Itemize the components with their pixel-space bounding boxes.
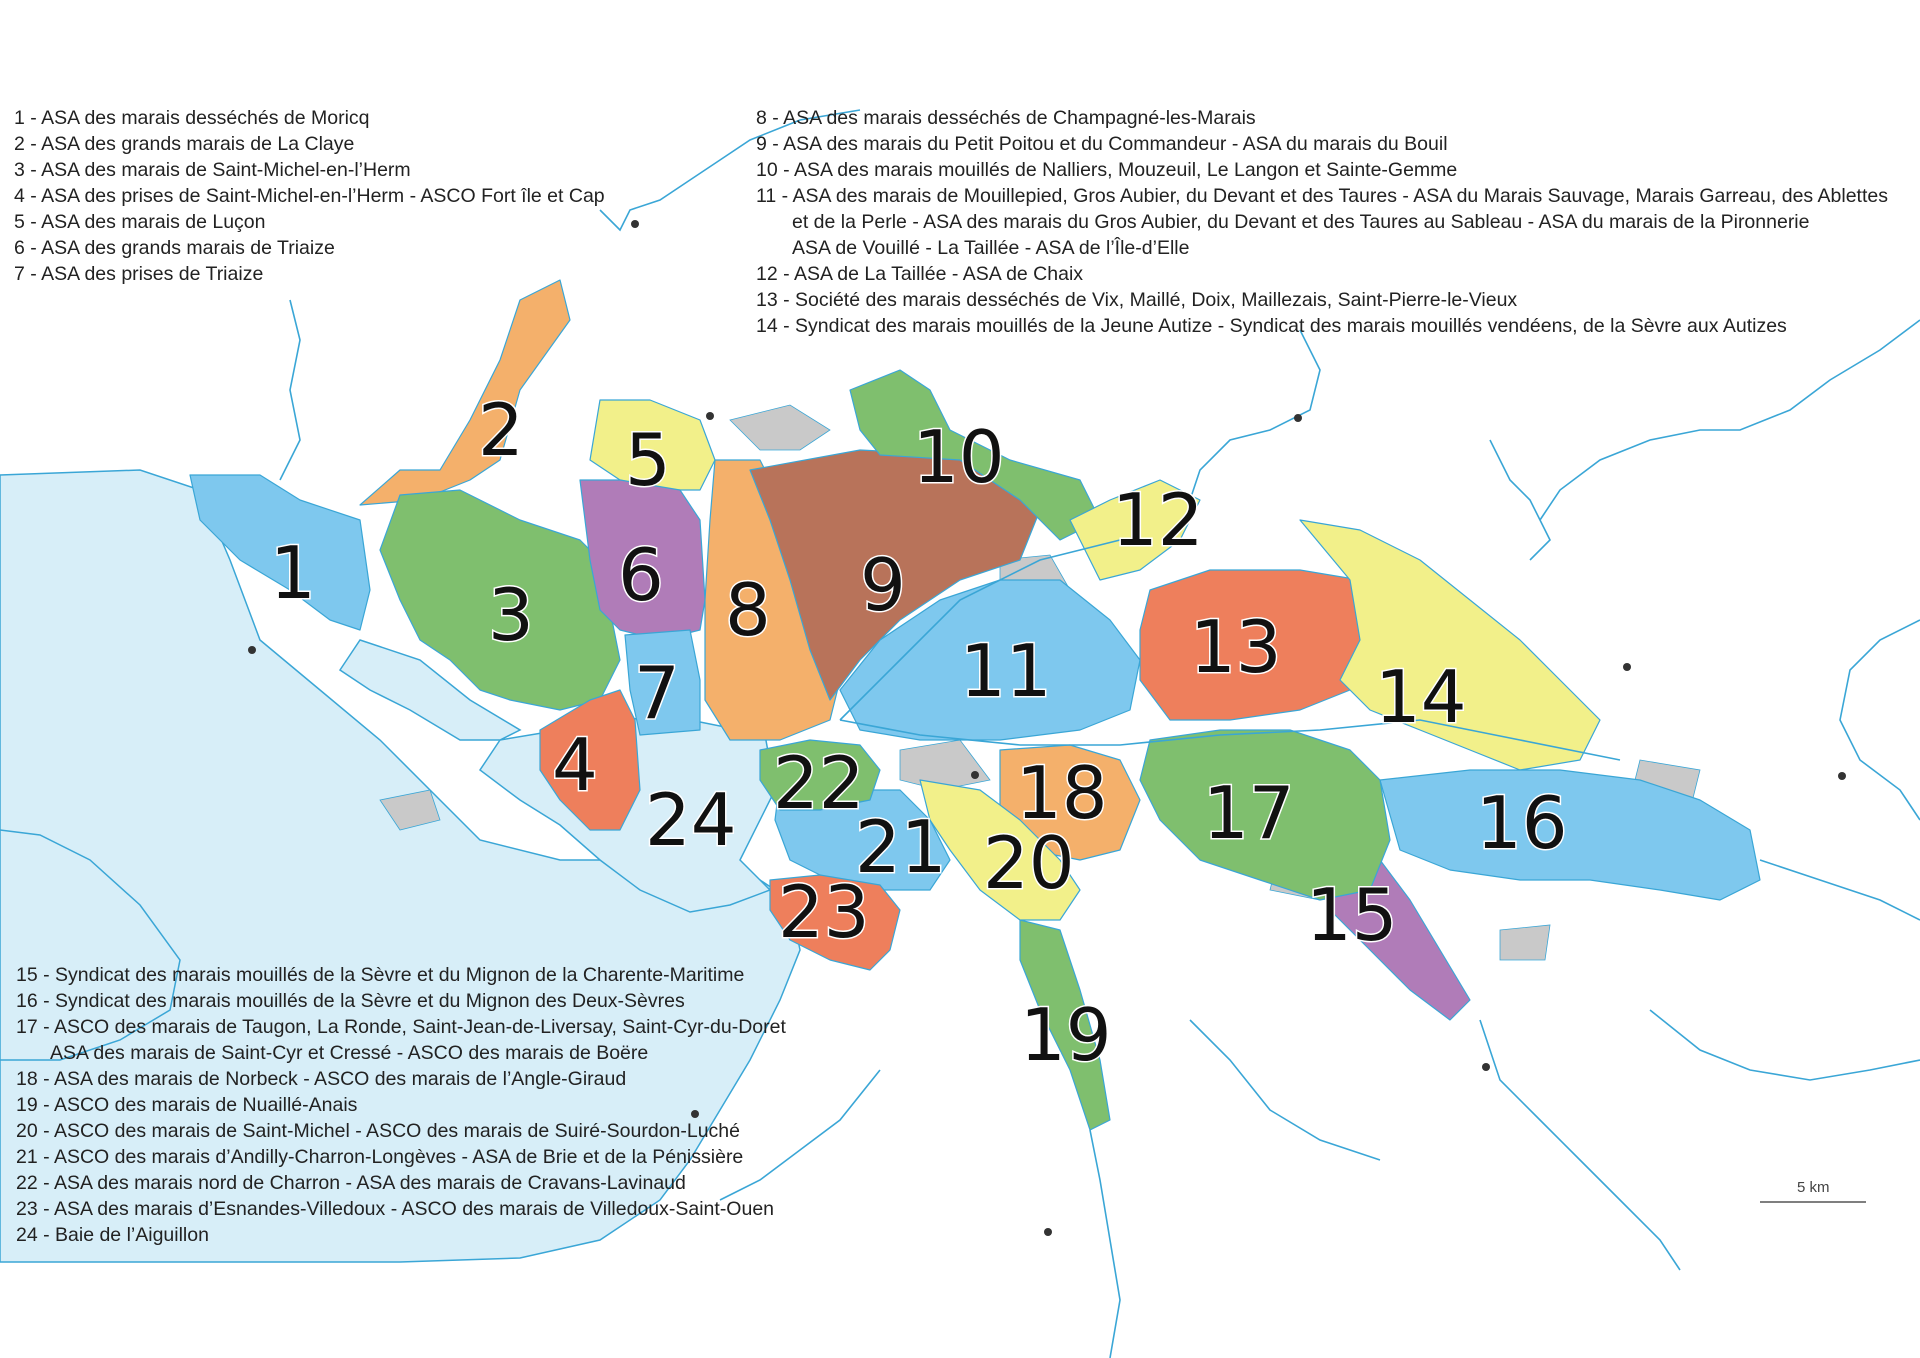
legend-entry — [14, 209, 605, 235]
zone-2-area — [360, 280, 570, 505]
legend-top-left — [14, 105, 605, 287]
zone-number-9: 9 — [860, 543, 906, 627]
legend-entry — [14, 105, 605, 131]
legend-entry — [16, 1170, 786, 1196]
zone-number-22: 22 — [773, 741, 865, 825]
river-line — [1190, 1020, 1380, 1160]
legend-entry — [14, 183, 605, 209]
legend-entry — [16, 1222, 786, 1248]
town-dot — [631, 220, 639, 228]
legend-entry — [14, 235, 605, 261]
legend-entry-text: 14 - Syndicat des marais mouillés de la Jeune Autize - Syndicat des marais mouillés vendéens, de la Sèvre aux Autizes — [756, 315, 1787, 337]
zone-number-16: 16 — [1476, 781, 1568, 865]
legend-entry-text: 1 - ASA des marais desséchés de Moricq — [14, 107, 370, 129]
legend-entry — [16, 962, 786, 988]
legend-entry — [756, 157, 1888, 183]
legend-entry — [16, 1014, 786, 1066]
town-dot — [1623, 663, 1631, 671]
legend-entry — [14, 157, 605, 183]
zone-number-17: 17 — [1203, 771, 1295, 855]
legend-entry-text: 10 - ASA des marais mouillés de Nalliers, Mouzeuil, Le Langon et Sainte-Gemme — [756, 159, 1458, 181]
zone-number-24: 24 — [645, 778, 737, 862]
zone-number-13: 13 — [1190, 605, 1282, 689]
legend-entry-text: 15 - Syndicat des marais mouillés de la Sèvre et du Mignon de la Charente-Maritime — [16, 964, 745, 986]
legend-entry-continuation: et de la Perle - ASA des marais du Gros Aubier, du Devant et des Taures au Sableau - ASA du marais de la Pironnerie — [792, 211, 1810, 233]
town-dot — [971, 771, 979, 779]
legend-top-right — [756, 105, 1888, 339]
zone-number-20: 20 — [983, 821, 1075, 905]
zone-number-21: 21 — [855, 805, 947, 889]
town-dot — [1044, 1228, 1052, 1236]
gray-patch — [900, 740, 990, 790]
legend-entry-text: 21 - ASCO des marais d’Andilly-Charron-Longèves - ASA de Brie et de la Pénissière — [16, 1146, 744, 1168]
town-dot — [1294, 414, 1302, 422]
legend-entry — [756, 313, 1888, 339]
zone-number-12: 12 — [1112, 478, 1204, 562]
river-line — [1840, 620, 1920, 820]
legend-entry-text: 13 - Société des marais desséchés de Vix, Maillé, Doix, Maillezais, Saint-Pierre-le-Vieux — [756, 289, 1518, 311]
town-dot — [248, 646, 256, 654]
zone-number-19: 19 — [1020, 993, 1112, 1077]
legend-entry — [16, 988, 786, 1014]
zone-number-15: 15 — [1306, 873, 1398, 957]
legend-entry — [14, 131, 605, 157]
town-dot — [706, 412, 714, 420]
gray-patch — [1500, 925, 1550, 960]
legend-entry-text: 19 - ASCO des marais de Nuaillé-Anais — [16, 1094, 358, 1116]
river-line — [1090, 1130, 1120, 1358]
legend-entry-text: 9 - ASA des marais du Petit Poitou et du Commandeur - ASA du marais du Bouil — [756, 133, 1448, 155]
legend-entry-text: 3 - ASA des marais de Saint-Michel-en-l’Herm — [14, 159, 411, 181]
legend-entry-text: 12 - ASA de La Taillée - ASA de Chaix — [756, 263, 1084, 285]
legend-entry-text: 17 - ASCO des marais de Taugon, La Ronde, Saint-Jean-de-Liversay, Saint-Cyr-du-Doret — [16, 1016, 786, 1038]
river-line — [1650, 1010, 1920, 1080]
town-dot — [1838, 772, 1846, 780]
legend-entry — [16, 1196, 786, 1222]
legend-entry-continuation: ASA des marais de Saint-Cyr et Cressé - ASCO des marais de Boëre — [50, 1042, 649, 1064]
zone-number-1: 1 — [270, 531, 316, 615]
zone-16-area — [1380, 770, 1760, 900]
legend-entry-continuation: ASA de Vouillé - La Taillée - ASA de l’Île-d’Elle — [792, 237, 1190, 259]
legend-entry-text: 8 - ASA des marais desséchés de Champagné-les-Marais — [756, 107, 1256, 129]
zone-number-4: 4 — [552, 723, 598, 807]
zone-number-11: 11 — [960, 629, 1052, 713]
legend-entry — [756, 287, 1888, 313]
legend-entry — [16, 1092, 786, 1118]
legend-entry-text: 11 - ASA des marais de Mouillepied, Gros Aubier, du Devant et des Taures - ASA du Marais Sauvage, Marais Garreau, des Ablettes — [756, 185, 1888, 207]
legend-entry-text: 5 - ASA des marais de Luçon — [14, 211, 266, 233]
river-line — [1480, 1020, 1680, 1270]
legend-entry-text: 16 - Syndicat des marais mouillés de la Sèvre et du Mignon des Deux-Sèvres — [16, 990, 685, 1012]
zone-number-18: 18 — [1016, 751, 1108, 835]
legend-entry-text: 4 - ASA des prises de Saint-Michel-en-l’Herm - ASCO Fort île et Cap — [14, 185, 605, 207]
legend-entry — [16, 1118, 786, 1144]
zone-number-6: 6 — [618, 533, 664, 617]
legend-entry — [756, 261, 1888, 287]
legend-entry-text: 22 - ASA des marais nord de Charron - ASA des marais de Cravans-Lavinaud — [16, 1172, 686, 1194]
legend-entry — [756, 105, 1888, 131]
legend-entry-text: 7 - ASA des prises de Triaize — [14, 263, 264, 285]
zone-number-14: 14 — [1375, 655, 1467, 739]
legend-entry — [756, 131, 1888, 157]
legend-entry-text: 23 - ASA des marais d’Esnandes-Villedoux - ASCO des marais de Villedoux-Saint-Ouen — [16, 1198, 775, 1220]
river-line — [1540, 320, 1920, 520]
gray-patch — [730, 405, 830, 450]
legend-bottom-left — [16, 962, 786, 1248]
river-line — [280, 300, 300, 480]
zone-number-23: 23 — [778, 870, 870, 954]
river-line — [1760, 860, 1920, 920]
legend-entry-text: 2 - ASA des grands marais de La Claye — [14, 133, 355, 155]
legend-entry — [14, 261, 605, 287]
legend-entry — [16, 1144, 786, 1170]
zone-number-5: 5 — [625, 418, 671, 502]
legend-entry-text: 6 - ASA des grands marais de Triaize — [14, 237, 335, 259]
scale-bar — [1760, 1179, 1866, 1202]
zone-number-10: 10 — [913, 415, 1005, 499]
legend-entry-text: 24 - Baie de l’Aiguillon — [16, 1224, 209, 1246]
legend-entry-text: 18 - ASA des marais de Norbeck - ASCO des marais de l’Angle-Giraud — [16, 1068, 627, 1090]
scale-bar-label: 5 km — [1797, 1179, 1830, 1196]
legend-entry — [16, 1066, 786, 1092]
river-line — [1490, 440, 1550, 560]
zone-number-2: 2 — [478, 388, 524, 472]
zone-number-7: 7 — [634, 651, 680, 735]
legend-entry-text: 20 - ASCO des marais de Saint-Michel - ASCO des marais de Suiré-Sourdon-Luché — [16, 1120, 740, 1142]
legend-entry — [756, 183, 1888, 261]
town-dot — [1482, 1063, 1490, 1071]
zone-number-8: 8 — [725, 568, 771, 652]
zone-number-3: 3 — [488, 573, 534, 657]
